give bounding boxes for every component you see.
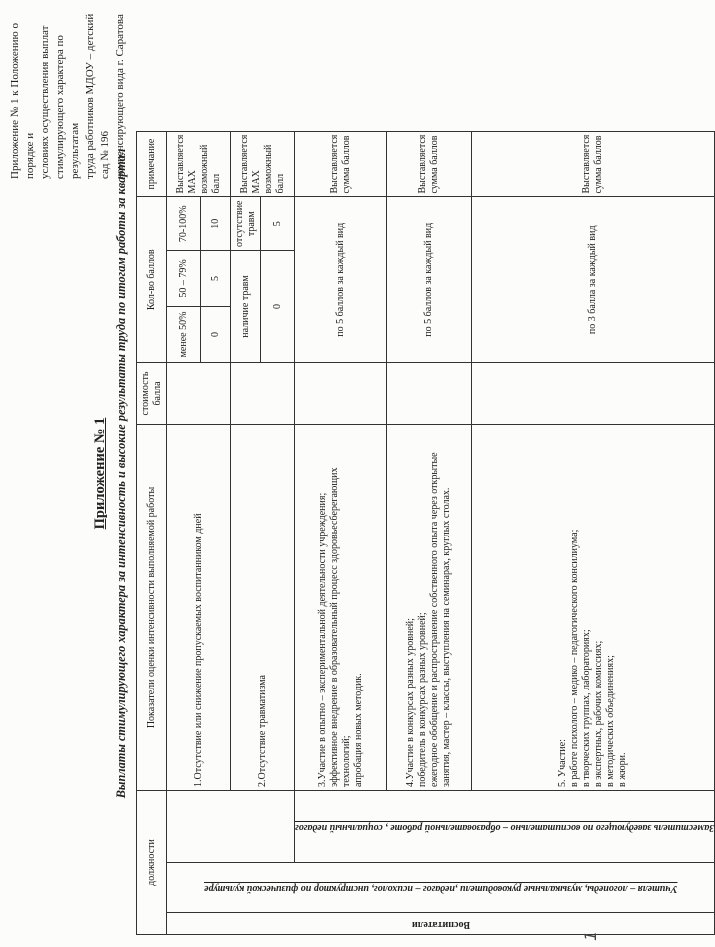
note-cell: Выставляется сумма баллов [387, 131, 472, 197]
col-header-cost: стоимость балла [137, 363, 167, 425]
points-cell: по 3 балла за каждый вид [472, 197, 715, 363]
indicator-cell [472, 425, 715, 791]
page-number: 1 [581, 930, 600, 941]
points-value: 5 [261, 197, 295, 251]
col-header-position: должности [137, 791, 167, 935]
points-cell: по 5 баллов за каждый вид [387, 197, 472, 363]
document-title: Приложение № 1 [92, 417, 108, 530]
header-note-line: Приложение № 1 к Положению о порядке и [9, 23, 37, 179]
group-label: Воспитатели [411, 918, 470, 930]
points-value: 0 [201, 307, 231, 363]
note-cell: Выставляется MAX возможный балл [167, 131, 231, 197]
indicator-line: ежегодное обобщение и распространение собственного опыта через открытые занятия, мастер – классы, выступления на семинарах, круглых столах. [429, 452, 452, 787]
indicator-line: 2.Отсутствие травматизма [256, 675, 268, 787]
col-header-indicators: Показатели оценки интенсивности выполняемой работы [137, 425, 167, 791]
points-cell: по 5 баллов за каждый вид [295, 197, 387, 363]
table-row [167, 131, 201, 934]
header-note-line: компенсирующего вида г. Саратова [114, 14, 127, 179]
indicator-line: апробация новых методик. [352, 673, 364, 787]
points-subheader: 70-100% [167, 197, 201, 251]
note-cell: Выставляется сумма баллов [295, 131, 387, 197]
points-value: 0 [261, 251, 295, 363]
cost-cell [387, 363, 472, 425]
col-header-note: примечание [137, 131, 167, 197]
table-header-row [137, 131, 167, 934]
points-value: 5 [201, 251, 231, 307]
points-subheader: 50 – 79% [167, 251, 201, 307]
indicator-line: в жюри. [617, 752, 629, 787]
note-cell: Выставляется MAX возможный балл [231, 131, 295, 197]
points-subheader: менее 50% [167, 307, 201, 363]
points-value: 10 [201, 197, 231, 251]
role-1-cell [167, 863, 715, 913]
header-note [8, 3, 129, 179]
header-note-line: труда работников МДОУ – детский сад № 196 [84, 13, 112, 179]
indicator-line: в методических объединениях; [605, 655, 617, 787]
cost-cell [167, 363, 231, 425]
indicator-cell [387, 425, 472, 791]
group-cell [167, 913, 715, 935]
role-2-label: Заместитель заведующего по воспитательно – образовательной работе , социальный педагог [295, 821, 715, 833]
col-header-points: Кол-во баллов [137, 197, 167, 363]
indicator-line: победитель в конкурсах разных уровней; [417, 612, 428, 787]
role-2-blank-top [167, 791, 295, 863]
indicator-line: 1.Отсутствие или снижение пропускаемых воспитанником дней [192, 513, 204, 787]
indicator-cell [167, 425, 231, 791]
document-subtitle: Выплаты стимулирующего характера за интенсивность и высокие результаты труда по итогам работы за квартал [114, 148, 128, 799]
note-cell: Выставляется сумма баллов [472, 131, 715, 197]
header-note-line: стимулирующего характера по результатам [54, 35, 82, 179]
header-note-line: условиях осуществления выплат [39, 25, 52, 179]
indicator-cell [231, 425, 295, 791]
indicator-line: в экспертных, рабочих комиссиях; [593, 640, 605, 787]
cost-cell [231, 363, 295, 425]
indicator-cell [295, 425, 387, 791]
indicator-line: 5. Участие: [557, 739, 569, 787]
bonus-table [136, 131, 715, 935]
cost-cell [472, 363, 715, 425]
role-1-label: Учителя – логопеды, музыкальные руководители ,педагог – психолог, инструктор по физической культуре [203, 882, 678, 894]
indicator-line: эффективное внедрение в образовательный процесс здоровьесберегающих технологий; [328, 467, 352, 787]
indicator-line: в творческих группах, лабораториях; [581, 629, 593, 787]
points-subheader: отсутствие травм [231, 197, 261, 251]
cost-cell [295, 363, 387, 425]
points-subheader: наличие травм [231, 251, 261, 363]
role-2-cell [295, 791, 715, 863]
indicator-line: в работе психолого – медико – педагогического консилиума; [569, 529, 581, 787]
indicator-line: 4.Участие в конкурсах разных уровней; [405, 618, 416, 787]
indicator-line: 3.Участие в опытно – экспериментальной деятельности учреждения; [316, 492, 328, 787]
table-row [295, 131, 387, 934]
